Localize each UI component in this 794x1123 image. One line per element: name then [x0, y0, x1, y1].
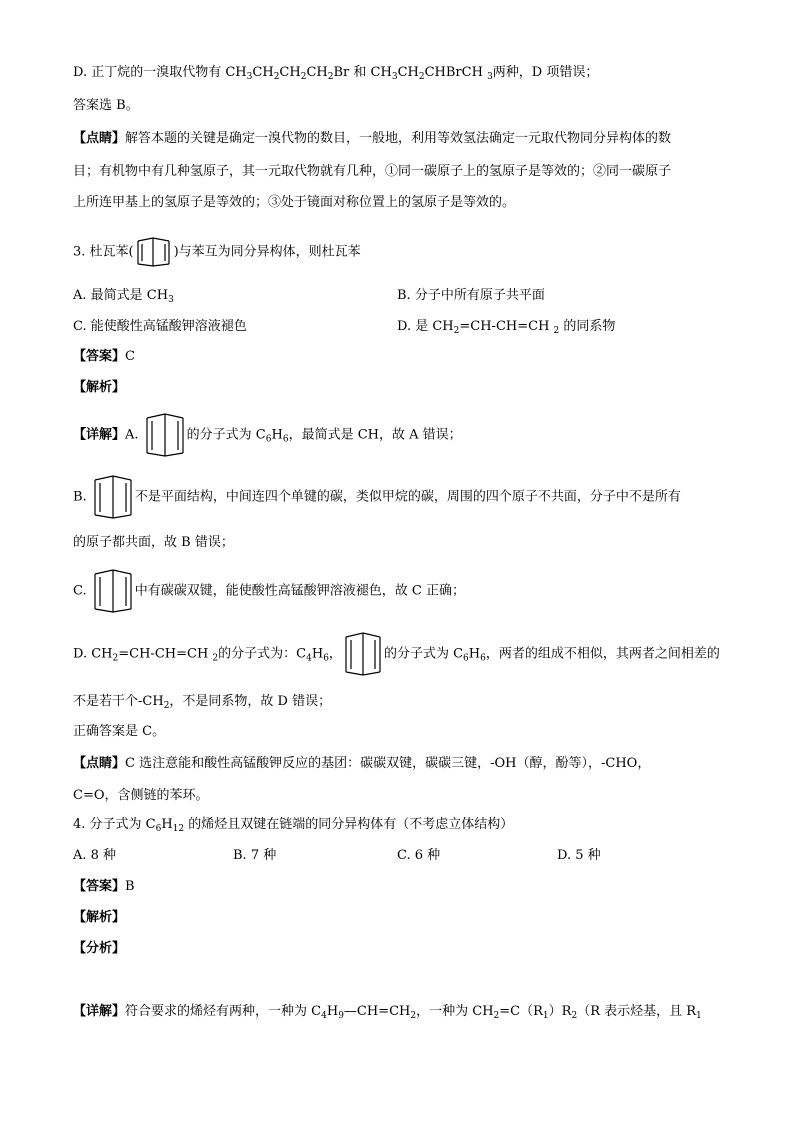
text: B.	[73, 489, 91, 505]
tip-tag: 【点睛】	[73, 756, 126, 771]
answer-line	[73, 348, 135, 366]
answer-tag: 【答案】	[73, 349, 126, 364]
dewar-benzene-icon	[91, 568, 135, 614]
text: 两种，D 项错误；	[492, 65, 599, 80]
question-3	[73, 237, 361, 267]
subscript: 12	[172, 824, 185, 834]
option-a: A. 8 种	[73, 848, 117, 863]
text: CH	[252, 65, 274, 80]
text: ，一种为 CH	[416, 1004, 494, 1019]
detail-d	[73, 631, 720, 678]
detail-c	[73, 568, 465, 615]
detail-line	[73, 1003, 702, 1021]
text-line	[73, 64, 598, 82]
subscript: 6	[480, 653, 486, 664]
subscript: 2	[112, 653, 119, 664]
dewar-benzene-icon	[134, 237, 174, 267]
detail-tag: 【详解】	[73, 1004, 126, 1019]
subscript: 3	[391, 72, 398, 82]
option-d: D. 5 种	[557, 848, 601, 863]
subscript: 2	[571, 1011, 578, 1021]
subscript: 2	[300, 72, 307, 82]
text: C.	[73, 583, 91, 599]
text: ，两者的组成不相似，其两者之间相差的	[485, 646, 720, 662]
text: 的分子式为 C	[383, 646, 464, 662]
subscript: 2	[418, 72, 425, 82]
subscript: 2	[212, 653, 219, 664]
dewar-benzene-icon	[342, 631, 384, 677]
subscript: 1	[542, 1011, 549, 1021]
subscript: 2	[493, 1011, 500, 1021]
subscript: 6	[282, 434, 289, 445]
tip-line	[73, 755, 650, 773]
text: ，	[328, 646, 342, 662]
text: H	[468, 646, 481, 662]
subscript: 3	[246, 72, 253, 82]
subscript: 4	[321, 1011, 327, 1021]
subscript: 9	[338, 1011, 344, 1021]
text: 4. 分子式为 C	[73, 817, 156, 832]
subscript: 3	[487, 72, 493, 82]
option-b: B. 7 种	[233, 848, 277, 863]
text: CHBrCH	[424, 65, 488, 80]
text-line: C=O，含侧链的苯环。	[73, 788, 209, 803]
text: 的烯烃且双键在链端的同分异构体有（不考虑立体结构）	[184, 817, 514, 832]
text-line: 的原子都共面，故 B 错误；	[73, 535, 234, 550]
text: H	[161, 817, 173, 832]
text: A. 最简式是 CH	[73, 288, 169, 303]
analysis-tag: 【解析】	[73, 910, 126, 925]
text: 解答本题的关键是确定一溴代物的数目，一般地，利用等效氢法确定一元取代物同分异构体的数	[125, 131, 672, 146]
text: ，不是同系物，故 D 错误；	[169, 694, 332, 709]
subscript: 2	[273, 72, 280, 82]
text: =CH-CH=CH	[459, 319, 554, 334]
text: Br 和	[333, 65, 371, 80]
subscript: 6	[265, 434, 272, 445]
question-number: 3. 杜瓦苯(	[73, 244, 134, 260]
text: CH	[279, 65, 301, 80]
subscript: 2	[410, 1011, 417, 1021]
option-b: B. 分子中所有原子共平面	[397, 288, 545, 303]
analysis-subtag: 【分析】	[73, 941, 126, 956]
text: D. 是 CH	[397, 319, 454, 334]
subscript: 2	[327, 72, 334, 82]
text: A.	[125, 427, 143, 443]
text: CH	[306, 65, 328, 80]
option-a	[73, 287, 174, 305]
subscript: 4	[306, 653, 312, 664]
option-c: C. 能使酸性高锰酸钾溶液褪色	[73, 319, 247, 334]
subscript: 1	[696, 1011, 702, 1021]
answer-value: B	[125, 879, 135, 894]
subscript: 6	[155, 824, 162, 834]
subscript: 2	[553, 326, 560, 336]
option-d	[397, 318, 615, 336]
tip-tag: 【点睛】	[73, 131, 126, 146]
answer-value: C	[125, 349, 135, 364]
answer-line	[73, 878, 135, 896]
text: H	[271, 427, 283, 443]
tip-line	[73, 130, 671, 148]
text-line: 上所连甲基上的氢原子是等效的；③处于镜面对称位置上的氢原子是等效的。	[73, 195, 516, 210]
text: CH	[370, 65, 392, 80]
detail-tag: 【详解】	[73, 427, 126, 443]
text: )与苯互为同分异构体，则杜瓦苯	[173, 244, 361, 260]
option-c: C. 6 种	[397, 848, 441, 863]
text: CH	[397, 65, 419, 80]
text: =CH-CH=CH	[118, 646, 213, 662]
text: ，最简式是 CH，故 A 错误；	[288, 427, 462, 443]
text: 不是平面结构，中间连四个单键的碳，类似甲烷的碳，周围的四个原子不共面，分子中不是所有	[134, 489, 681, 505]
text: =C（R	[499, 1004, 543, 1019]
subscript: 2	[163, 701, 170, 711]
dewar-benzene-icon	[91, 474, 135, 520]
text: D. CH	[73, 646, 113, 662]
text: H	[326, 1004, 339, 1019]
text: ）R	[548, 1004, 572, 1019]
detail-a	[73, 412, 462, 459]
text: 的分子式为 C	[186, 427, 266, 443]
question-4	[73, 816, 513, 834]
text: CH	[225, 65, 247, 80]
text: C 选注意能和酸性高锰酸钾反应的基团：碳碳双键，碳碳三键，-OH（醇，酚等），-CHO，	[125, 756, 651, 771]
subscript: 6	[463, 653, 469, 664]
text: 符合要求的烯烃有两种，一种为 C	[125, 1004, 322, 1019]
answer-line: 答案选 B。	[73, 98, 139, 113]
text: 的同系物	[559, 319, 616, 334]
dewar-benzene-icon	[143, 412, 187, 458]
text-line	[73, 693, 331, 711]
answer-tag: 【答案】	[73, 879, 126, 894]
text: 的分子式为：C	[218, 646, 307, 662]
text: 不是若干个-CH	[73, 694, 164, 709]
text: H	[311, 646, 324, 662]
text-line: 目；有机物中有几种氢原子，其一元取代物就有几种，①同一碳原子上的氢原子是等效的；②同一碳原子	[73, 164, 672, 179]
subscript: 6	[323, 653, 329, 664]
text: D. 正丁烷的一溴取代物有	[73, 65, 226, 80]
analysis-tag: 【解析】	[73, 380, 126, 395]
subscript: 3	[168, 295, 174, 305]
subscript: 2	[453, 326, 460, 336]
detail-b	[73, 474, 681, 521]
text-line: 正确答案是 C。	[73, 724, 166, 739]
text: 中有碳碳双键，能使酸性高锰酸钾溶液褪色，故 C 正确；	[134, 583, 465, 599]
text: —CH=CH	[343, 1004, 411, 1019]
text: （R 表示烃基，且 R	[577, 1004, 697, 1019]
